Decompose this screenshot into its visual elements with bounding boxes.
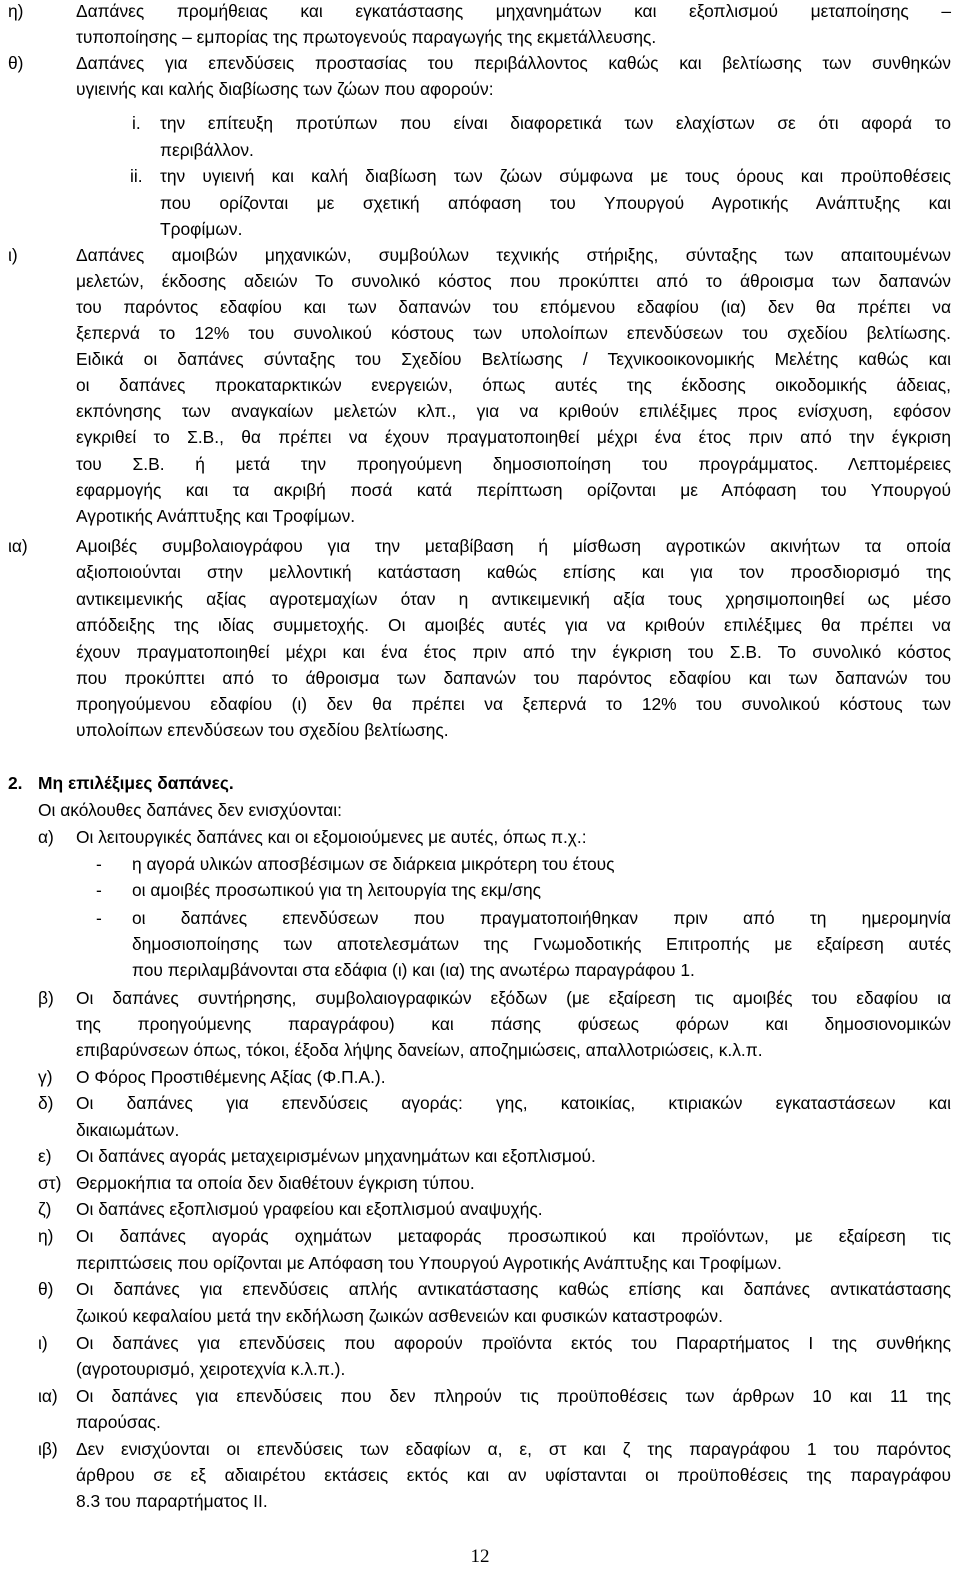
- item-text-line: Οι δαπάνες αγοράς οχημάτων μεταφοράς προσωπικού και προϊόντων, με εξαίρεση τις: [76, 1226, 951, 1246]
- item-text-line: υπολοίπων επενδύσεων του σχεδίου βελτίωσης.: [76, 720, 449, 740]
- item-label: στ): [38, 1173, 62, 1193]
- item-text-line: της προηγούμενης παραγράφου) και πάσης φύσεως φόρων και δημοσιονομικών: [76, 1014, 951, 1034]
- item-text-line: που προκύπτει από το άθροισμα των δαπανών του παρόντος εδαφίου και των δαπανών του: [76, 668, 951, 688]
- item-text-line: την υγιεινή και καλή διαβίωση των ζώων σύμφωνα με τους όρους και προϋποθέσεις: [160, 166, 951, 186]
- item-text-line: Τροφίμων.: [160, 219, 243, 239]
- item-text-line: του Σ.Β. ή μετά την προηγούμενη δημοσιοποίηση του προγράμματος. Λεπτομέρειες: [76, 454, 951, 474]
- item-label: ιβ): [38, 1439, 58, 1459]
- item-text-line: εκπόνησης των αναγκαίων μελετών κλπ., για να κριθούν επιλέξιμες προς ενίσχυση, εφόσον: [76, 401, 951, 421]
- item-text-line: ζωικού κεφαλαίου μετά την εκδήλωση ζωικών ασθενειών και φυσικών καταστροφών.: [76, 1306, 723, 1326]
- item-text-line: του παρόντος εδαφίου και των δαπανών του επόμενου εδαφίου (ια) δεν θα πρέπει να: [76, 297, 951, 317]
- item-label: -: [96, 880, 102, 900]
- item-text-line: απόδειξης της ιδίας συμμετοχής. Οι αμοιβές αυτές για να κριθούν επιλέξιμες θα πρέπει να: [76, 615, 951, 635]
- item-text-line: Οι δαπάνες αγοράς μεταχειρισμένων μηχανημάτων και εξοπλισμού.: [76, 1146, 596, 1166]
- item-text-line: που ορίζονται με σχετική απόφαση του Υπουργού Αγροτικής Ανάπτυξης και: [160, 193, 951, 213]
- item-label: -: [96, 854, 102, 874]
- item-label: η): [38, 1226, 54, 1246]
- item-text-line: Δαπάνες για επενδύσεις προστασίας του περιβάλλοντος καθώς και βελτίωσης των συνθηκών: [76, 53, 951, 73]
- item-label: δ): [38, 1093, 54, 1113]
- item-text-line: Ειδικά οι δαπάνες σύνταξης του Σχεδίου Βελτίωσης / Τεχνικοοικονομικής Μελέτης καθώς και: [76, 349, 951, 369]
- page-number: 12: [470, 1546, 490, 1567]
- item-text-line: Δαπάνες αμοιβών μηχανικών, συμβούλων τεχνικής στήριξης, σύνταξης των απαιτουμένων: [76, 245, 951, 265]
- item-text-line: δημοσιοποίησης των αποτελεσμάτων της Γνωμοδοτικής Επιτροπής με εξαίρεση αυτές: [132, 934, 951, 954]
- item-text-line: παρούσας.: [76, 1412, 161, 1432]
- item-label: θ): [38, 1279, 54, 1299]
- item-text-line: που περιλαμβάνονται στα εδάφια (ι) και (ια) της ανωτέρω παραγράφου 1.: [132, 960, 695, 980]
- item-label: θ): [8, 53, 24, 73]
- item-label: ζ): [38, 1199, 52, 1219]
- item-text-line: περιπτώσεις που ορίζονται με Απόφαση του Υπουργού Αγροτικής Ανάπτυξης και Τροφίμων.: [76, 1253, 782, 1273]
- item-text-line: Οι δαπάνες για επενδύσεις που αφορούν προϊόντα εκτός του Παραρτήματος Ι της συνθήκης: [76, 1333, 951, 1353]
- item-label: η): [8, 1, 24, 21]
- item-text-line: υγιεινής και καλής διαβίωσης των ζώων που αφορούν:: [76, 79, 494, 99]
- item-text-line: Αγροτικής Ανάπτυξης και Τροφίμων.: [76, 506, 356, 526]
- item-text-line: αντικειμενικής αξίας αγροτεμαχίων όταν η αντικειμενική αξία τους χρησιμοποιηθεί ως μέσο: [76, 589, 951, 609]
- item-label: ι): [38, 1333, 48, 1353]
- item-text-line: 8.3 του παραρτήματος ΙΙ.: [76, 1491, 268, 1511]
- item-text-line: άρθρου σε εξ αδιαιρέτου εκτάσεις εκτός και αν υφίστανται οι προϋποθέσεις της παραγράφου: [76, 1465, 951, 1485]
- section-number: 2.: [8, 773, 23, 793]
- item-label: ε): [38, 1146, 52, 1166]
- item-label: -: [96, 908, 102, 928]
- item-text-line: Δεν ενισχύονται οι επενδύσεις των εδαφίων α, ε, στ και ζ της παραγράφου 1 του παρόντος: [76, 1439, 951, 1459]
- item-label: α): [38, 827, 54, 847]
- item-text-line: Οι δαπάνες για επενδύσεις αγοράς: γης, κατοικίας, κτιριακών εγκαταστάσεων και: [76, 1093, 951, 1113]
- item-text-line: η αγορά υλικών αποσβέσιμων σε διάρκεια μικρότερη του έτους: [132, 854, 615, 874]
- item-text-line: εγκριθεί το Σ.Β., θα πρέπει να έχουν πραγματοποιηθεί μέχρι ένα έτος πριν από την έγκριση: [76, 427, 951, 447]
- item-text-line: Οι λειτουργικές δαπάνες και οι εξομοιούμενες με αυτές, όπως π.χ.:: [76, 827, 587, 847]
- item-text-line: Οι δαπάνες εξοπλισμού γραφείου και εξοπλισμού αναψυχής.: [76, 1199, 543, 1219]
- item-label: ii.: [130, 166, 143, 186]
- item-text-line: οι αμοιβές προσωπικού για τη λειτουργία της εκμ/σης: [132, 880, 542, 900]
- item-text-line: Δαπάνες προμήθειας και εγκατάστασης μηχανημάτων και εξοπλισμού μεταποίησης –: [76, 1, 951, 21]
- item-label: ια): [38, 1386, 58, 1406]
- item-text-line: επιβαρύνσεων όπως, τόκοι, έξοδα λήψης δανείων, αποζημιώσεις, απαλλοτριώσεις, κ.λ.π.: [76, 1040, 763, 1060]
- item-text-line: έχουν πραγματοποιηθεί μέχρι και ένα έτος πριν από την έγκριση του Σ.Β. Το συνολικό κόστος: [76, 642, 951, 662]
- item-text-line: εφαρμογής και τα ακριβή ποσά κατά περίπτωση ορίζονται με Απόφαση του Υπουργού: [76, 480, 951, 500]
- item-label: i.: [132, 113, 141, 133]
- section-title: Μη επιλέξιμες δαπάνες.: [38, 773, 234, 793]
- item-text-line: δικαιωμάτων.: [76, 1120, 180, 1140]
- item-label: ια): [8, 536, 28, 556]
- item-text-line: τυποποίησης – εμπορίας της πρωτογενούς παραγωγής της εκμετάλλευσης.: [76, 27, 657, 47]
- item-text-line: (αγροτουρισμό, χειροτεχνία κ.λ.π.).: [76, 1359, 346, 1379]
- section-intro: Οι ακόλουθες δαπάνες δεν ενισχύονται:: [38, 800, 342, 820]
- item-text-line: μελετών, έκδοσης αδειών Το συνολικό κόστος που προκύπτει από το άθροισμα των δαπανών: [76, 271, 951, 291]
- item-text-line: Αμοιβές συμβολαιογράφου για την μεταβίβαση ή μίσθωση αγροτικών ακινήτων τα οποία: [76, 536, 951, 556]
- item-label: ι): [8, 245, 18, 265]
- item-text-line: Θερμοκήπια τα οποία δεν διαθέτουν έγκριση τύπου.: [76, 1173, 475, 1193]
- item-text-line: Οι δαπάνες για επενδύσεις απλής αντικατάστασης καθώς επίσης και δαπάνες αντικατάστασης: [76, 1279, 951, 1299]
- item-text-line: Οι δαπάνες συντήρησης, συμβολαιογραφικών εξόδων (με εξαίρεση τις αμοιβές του εδαφίου ια: [76, 988, 951, 1008]
- item-text-line: αξιοποιούνται στην μελλοντική κατάσταση καθώς επίσης και για τον προσδιορισμό της: [76, 562, 951, 582]
- item-text-line: την επίτευξη προτύπων που είναι διαφορετικά των ελαχίστων σε ότι αφορά το: [160, 113, 951, 133]
- item-text-line: ξεπερνά το 12% του συνολικού κόστους των υπολοίπων επενδύσεων του σχεδίου βελτίωσης.: [76, 323, 951, 343]
- item-text-line: οι δαπάνες επενδύσεων που πραγματοποιήθηκαν πριν από τη ημερομηνία: [132, 908, 951, 928]
- item-text-line: προηγούμενου εδαφίου (ι) δεν θα πρέπει να ξεπερνά το 12% του συνολικού κόστους των: [76, 694, 951, 714]
- item-label: γ): [38, 1067, 53, 1087]
- item-text-line: Οι δαπάνες για επενδύσεις που δεν πληρούν τις προϋποθέσεις των άρθρων 10 και 11 της: [76, 1386, 951, 1406]
- item-text-line: οι δαπάνες προκαταρκτικών ενεργειών, όπως αυτές της έκδοσης οικοδομικής άδειας,: [76, 375, 951, 395]
- item-label: β): [38, 988, 54, 1008]
- item-text-line: περιβάλλον.: [160, 140, 254, 160]
- item-text-line: Ο Φόρος Προστιθέμενης Αξίας (Φ.Π.Α.).: [76, 1067, 386, 1087]
